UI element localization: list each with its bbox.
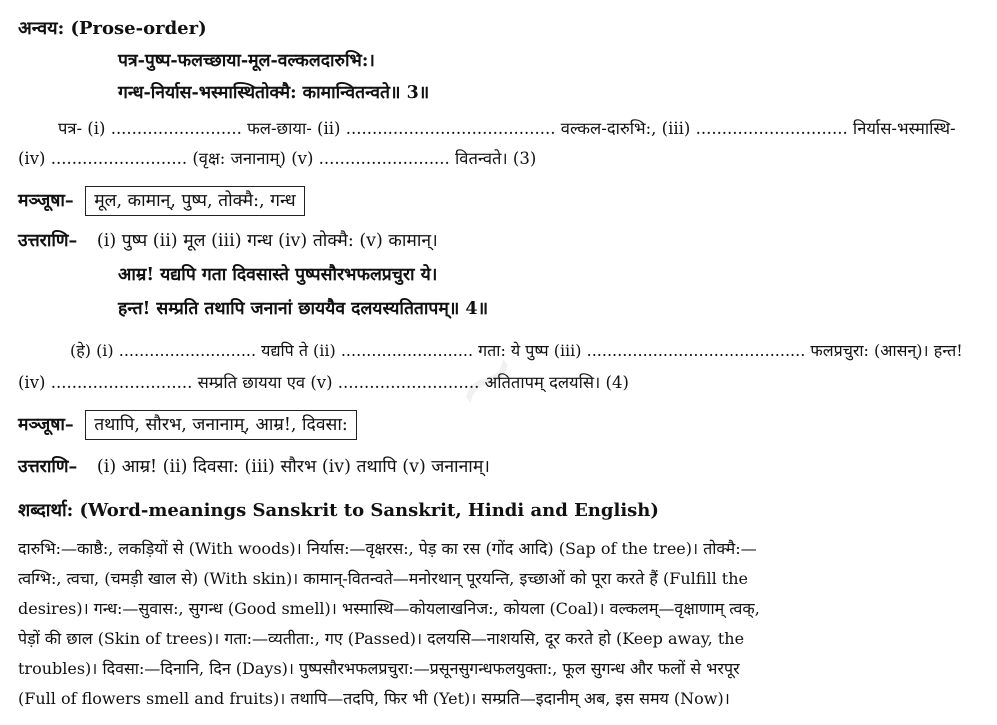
- fill-blank-3-line-2: (iv) .......................... (वृक्ष: जनानाम्) (v) ......................... वितन्वते। (3): [18, 149, 537, 168]
- anvaya-heading: अन्वय: (Prose-order): [18, 18, 207, 39]
- verse-4-line-2: हन्त! सम्प्रति तथापि जनानां छाययैव दलयस्यतितापम्॥ 4॥: [118, 299, 489, 319]
- manjusha-label: मञ्जूषा–: [18, 415, 74, 435]
- word-meaning-line: (Full of flowers smell and fruits)। तथापि—तदपि, फिर भी (Yet)। सम्प्रति—इदानीम् अब, इस समय (Now)।: [18, 689, 730, 708]
- verse-3-line-2: गन्ध-निर्यास-भस्मास्थितोक्मै: कामान्वितन्वते॥ 3॥: [118, 83, 430, 103]
- manjusha-row-1: [18, 186, 983, 216]
- manjusha-box: तथापि, सौरभ, जनानाम्, आम्र!, दिवसा:: [85, 410, 357, 440]
- fill-blank-4-line-2: (iv) ........................... सम्प्रति छायया एव (v) ........................... अतितापम् दलयसि। (4): [18, 373, 629, 392]
- uttarani-answers: (i) पुष्प (ii) मूल (iii) गन्ध (iv) तोक्मै: (v) कामान्।: [96, 231, 438, 251]
- manjusha-row-2: [18, 410, 983, 440]
- fill-blank-3-line-1: पत्र- (i) ......................... फल-छाया- (ii) ........................................ वल्कल-दारुभि:, (iii) ............................. निर्यास-भस्मास्थि-: [58, 119, 956, 138]
- uttarani-label: उत्तराणि–: [18, 231, 78, 251]
- word-meaning-line: desires)। गन्ध:—सुवास:, सुगन्ध (Good smell)। भस्मास्थि—कोयलाखनिज:, कोयला (Coal)। वल्कलम्—वृक्षाणाम् त्वक्,: [18, 599, 760, 618]
- word-meanings-heading: शब्दार्था: (Word-meanings Sanskrit to Sanskrit, Hindi and English): [18, 500, 659, 521]
- verse-4-line-1: आम्र! यद्यपि गता दिवसास्ते पुष्पसौरभफलप्रचुरा ये।: [118, 265, 438, 285]
- uttarani-row-1: [18, 230, 983, 252]
- uttarani-label: उत्तराणि–: [18, 457, 78, 477]
- word-meaning-line: दारुभि:—काष्ठै:, लकड़ियों से (With woods)। निर्यास:—वृक्षरस:, पेड़ का रस (गोंद आदि) (Sap of the tree)। तोक्मै:—: [18, 539, 757, 558]
- manjusha-label: मञ्जूषा–: [18, 191, 74, 211]
- manjusha-box: मूल, कामान्, पुष्प, तोक्मै:, गन्ध: [85, 186, 304, 216]
- uttarani-row-2: [18, 456, 983, 478]
- fill-blank-4-line-1: (हे) (i) ........................... यद्यपि ते (ii) .......................... गता: ये पुष्प (iii) ........................................... फलप्रचुरा: (आसन्)। हन्त!: [70, 341, 963, 360]
- verse-3-line-1: पत्र-पुष्प-फलच्छाया-मूल-वल्कलदारुभि:।: [118, 51, 375, 71]
- word-meaning-line: troubles)। दिवसा:—दिनानि, दिन (Days)। पुष्पसौरभफलप्रचुरा:—प्रसूनसुगन्धफलयुक्ता:, फूल सुगन्ध और फलों से भरपूर: [18, 659, 740, 678]
- word-meaning-line: पेड़ों की छाल (Skin of trees)। गता:—व्यतीता:, गए (Passed)। दलयसि—नाशयसि, दूर करते हो (Keep away, the: [18, 629, 745, 648]
- word-meaning-line: त्वग्भि:, त्वचा, (चमड़ी खाल से) (With skin)। कामान्-वितन्वते—मनोरथान् पूरयन्ति, इच्छाओं को पूरा करते हैं (Fulfill the: [18, 569, 748, 588]
- watermark: ~: [427, 318, 544, 440]
- uttarani-answers: (i) आम्र! (ii) दिवसा: (iii) सौरभ (iv) तथापि (v) जनानाम्।: [96, 457, 490, 477]
